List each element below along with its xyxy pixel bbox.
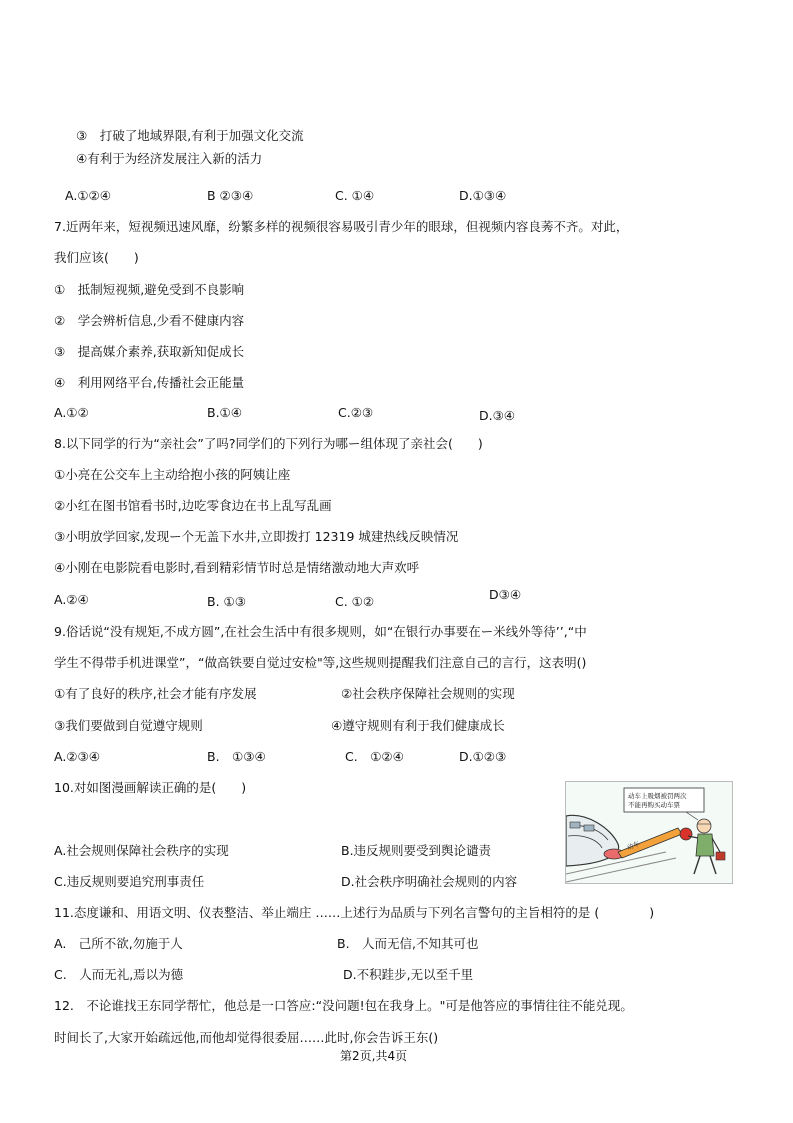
q7-item-4: ④ 利用网络平台,传播社会正能量 xyxy=(54,375,245,390)
q7-item-1: ① 抵制短视频,避免受到不良影响 xyxy=(54,282,245,297)
q8-option-a: A.②④ xyxy=(54,592,89,607)
q11-stem: 11.态度谦和、用语文明、仪表整洁、举止端庄 ……上述行为品质与下列名言警句的主旨相符的是 ( ) xyxy=(54,905,655,920)
man-body xyxy=(696,834,714,856)
q9-item-2: ②社会秩序保障社会规则的实现 xyxy=(341,686,515,701)
q10-option-d: D.社会秩序明确社会规则的内容 xyxy=(341,874,518,889)
q9-item-4: ④遵守规则有利于我们健康成长 xyxy=(331,718,505,733)
q8-item-3: ③小明放学回家,发现ー个无盖下水井,立即拨打 12319 城建热线反映情况 xyxy=(54,529,459,544)
q7-item-2: ② 学会辨析信息,少看不健康内容 xyxy=(54,313,245,328)
q10-stem: 10.对如图漫画解读正确的是( ) xyxy=(54,780,247,795)
q12-stem-line-1: 12. 不论谁找王东同学帮忙，他总是一口答应:“没问题!包在我身上。"可是他答应的事情往往不能兑现。 xyxy=(54,998,633,1013)
cartoon-drawing xyxy=(566,782,732,883)
red-bag-icon xyxy=(680,828,692,840)
q7-item-3: ③ 提高媒介素养,获取新知促成长 xyxy=(54,344,245,359)
q9-stem-line-1: 9.俗话说“没有规矩,不成方圆”,在社会生活中有很多规则，如“在银行办事要在ー米线外等待’’,“中 xyxy=(54,624,587,639)
page-footer: 第2页,共4页 xyxy=(340,1049,408,1063)
q9-option-b: B. ①③④ xyxy=(207,749,266,764)
q9-item-1: ①有了良好的秩序,社会才能有序发展 xyxy=(54,686,257,701)
q9-item-3: ③我们要做到自觉遵守规则 xyxy=(54,718,203,733)
q6-item-3: ③ 打破了地域界限,有利于加强文化交流 xyxy=(76,128,304,143)
train-window xyxy=(570,822,580,828)
q8-item-2: ②小红在图书馆看书时,边吃零食边在书上乱写乱画 xyxy=(54,498,332,513)
q7-option-d: D.③④ xyxy=(479,408,516,423)
caption-line-2: 不能再购买动车票 xyxy=(628,801,680,809)
q10-option-a: A.社会规则保障社会秩序的实现 xyxy=(54,843,229,858)
q6-option-b: B ②③④ xyxy=(207,188,254,203)
q6-option-a: A.①②④ xyxy=(65,188,111,203)
q8-item-4: ④小刚在电影院看电影时,看到精彩情节时总是情绪激动地大声欢呼 xyxy=(54,560,420,575)
q7-stem-line-2: 我们应该( ) xyxy=(54,250,139,265)
q6-option-d: D.①③④ xyxy=(459,188,507,203)
q8-option-b: B. ①③ xyxy=(207,594,246,609)
train-window xyxy=(584,825,594,831)
cartoon-illustration xyxy=(565,781,733,884)
q7-option-c: C.②③ xyxy=(338,405,374,420)
q9-stem-line-2: 学生不得带手机进课堂”，“做高铁要自觉过安检"等,这些规则提醒我们注意自己的言行，这表明() xyxy=(54,655,587,670)
q11-option-d: D.不积跬步,无以至千里 xyxy=(343,967,474,982)
q6-item-4: ④有利于为经济发展注入新的活力 xyxy=(76,151,263,166)
q7-option-a: A.①② xyxy=(54,405,89,420)
train-label: 动车 xyxy=(625,839,641,852)
man-head xyxy=(697,819,711,833)
q8-option-d: D③④ xyxy=(489,587,522,602)
q9-option-a: A.②③④ xyxy=(54,749,100,764)
q11-option-c: C. 人而无礼,焉以为德 xyxy=(54,967,184,982)
q12-stem-line-2: 时间长了,大家开始疏远他,而他却觉得很委屈……此时,你会告诉王东() xyxy=(54,1030,439,1045)
q10-option-b: B.违反规则要受到舆论谴责 xyxy=(341,843,492,858)
q11-option-b: B. 人而无信,不知其可也 xyxy=(337,936,479,951)
caption-line-1: 动车上吸烟被罚两次 xyxy=(628,792,687,800)
q6-option-c: C. ①④ xyxy=(335,188,375,203)
q8-option-c: C. ①② xyxy=(335,594,375,609)
suitcase-icon xyxy=(716,852,725,860)
q9-option-d: D.①②③ xyxy=(459,749,507,764)
q7-stem-line-1: 7.近两年来，短视频迅速风靡，纷繁多样的视频很容易吸引青少年的眼球，但视频内容良莠不齐。对此， xyxy=(54,219,629,234)
q11-option-a: A. 己所不欲,勿施于人 xyxy=(54,936,183,951)
q10-option-c: C.违反规则要追究刑事责任 xyxy=(54,874,205,889)
q8-stem: 8.以下同学的行为“亲社会”了吗?同学们的下列行为哪ー组体现了亲社会( ) xyxy=(54,436,483,451)
q8-item-1: ①小亮在公交车上主动给抱小孩的阿姨让座 xyxy=(54,467,291,482)
q7-option-b: B.①④ xyxy=(207,405,242,420)
q9-option-c: C. ①②④ xyxy=(345,749,404,764)
